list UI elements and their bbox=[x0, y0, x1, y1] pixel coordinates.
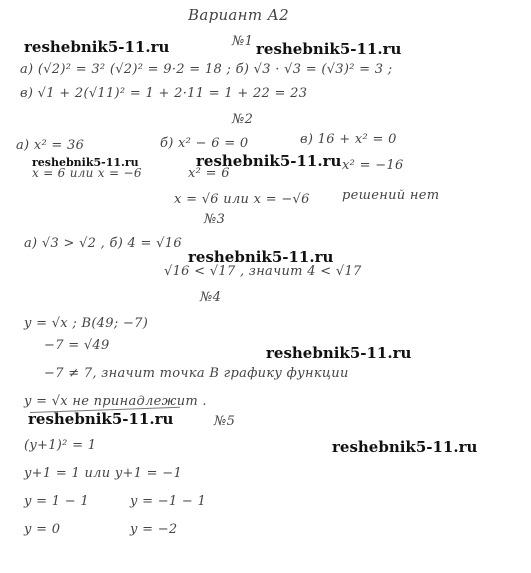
solution-line: −7 ≠ 7, значит точка В графику функции bbox=[44, 366, 349, 381]
watermark: reshebnik5-11.ru bbox=[188, 248, 334, 266]
watermark: reshebnik5-11.ru bbox=[266, 344, 412, 362]
section-label: №2 bbox=[232, 112, 254, 127]
solution-line: в) 16 + x² = 0 bbox=[300, 132, 397, 147]
watermark: reshebnik5-11.ru bbox=[24, 38, 170, 56]
solution-line: x = √6 или x = −√6 bbox=[174, 192, 310, 207]
section-label: №3 bbox=[204, 212, 226, 227]
watermark: reshebnik5-11.ru bbox=[196, 152, 342, 170]
watermark: reshebnik5-11.ru bbox=[32, 156, 139, 169]
solution-line: а) (√2)² = 3² (√2)² = 9·2 = 18 ; б) √3 · √3 = (√3)² = 3 ; bbox=[20, 62, 393, 77]
solution-line: √16 < √17 , значит 4 < √17 bbox=[164, 264, 362, 279]
solution-line: y = √x не принадлежит . bbox=[24, 394, 207, 409]
solution-line: x = 6 или x = −6 bbox=[32, 166, 142, 180]
section-label: №1 bbox=[232, 34, 254, 49]
solution-line: y = 0 bbox=[24, 522, 61, 537]
watermark: reshebnik5-11.ru bbox=[256, 40, 402, 58]
solution-line: y = √x ; B(49; −7) bbox=[24, 316, 149, 331]
solution-line: в) √1 + 2(√11)² = 1 + 2·11 = 1 + 22 = 23 bbox=[20, 86, 308, 101]
solution-line: а) x² = 36 bbox=[16, 138, 85, 153]
watermark: reshebnik5-11.ru bbox=[28, 410, 174, 428]
solution-line: б) x² − 6 = 0 bbox=[160, 136, 249, 151]
solution-line: x² = −16 bbox=[342, 158, 404, 173]
page-title: Вариант А2 bbox=[188, 6, 289, 24]
solution-line: y = −1 − 1 bbox=[130, 494, 207, 509]
solution-line: y = −2 bbox=[130, 522, 178, 537]
solution-line: решений нет bbox=[342, 188, 440, 203]
solution-line: а) √3 > √2 , б) 4 = √16 bbox=[24, 236, 182, 251]
solution-line: x² = 6 bbox=[188, 166, 230, 181]
solution-line: y = 1 − 1 bbox=[24, 494, 89, 509]
section-label: №4 bbox=[200, 290, 222, 305]
solution-line: y+1 = 1 или y+1 = −1 bbox=[24, 466, 183, 481]
solution-line: −7 = √49 bbox=[44, 338, 110, 353]
watermark: reshebnik5-11.ru bbox=[332, 438, 478, 456]
solution-line: (y+1)² = 1 bbox=[24, 438, 97, 453]
section-label: №5 bbox=[214, 414, 236, 429]
